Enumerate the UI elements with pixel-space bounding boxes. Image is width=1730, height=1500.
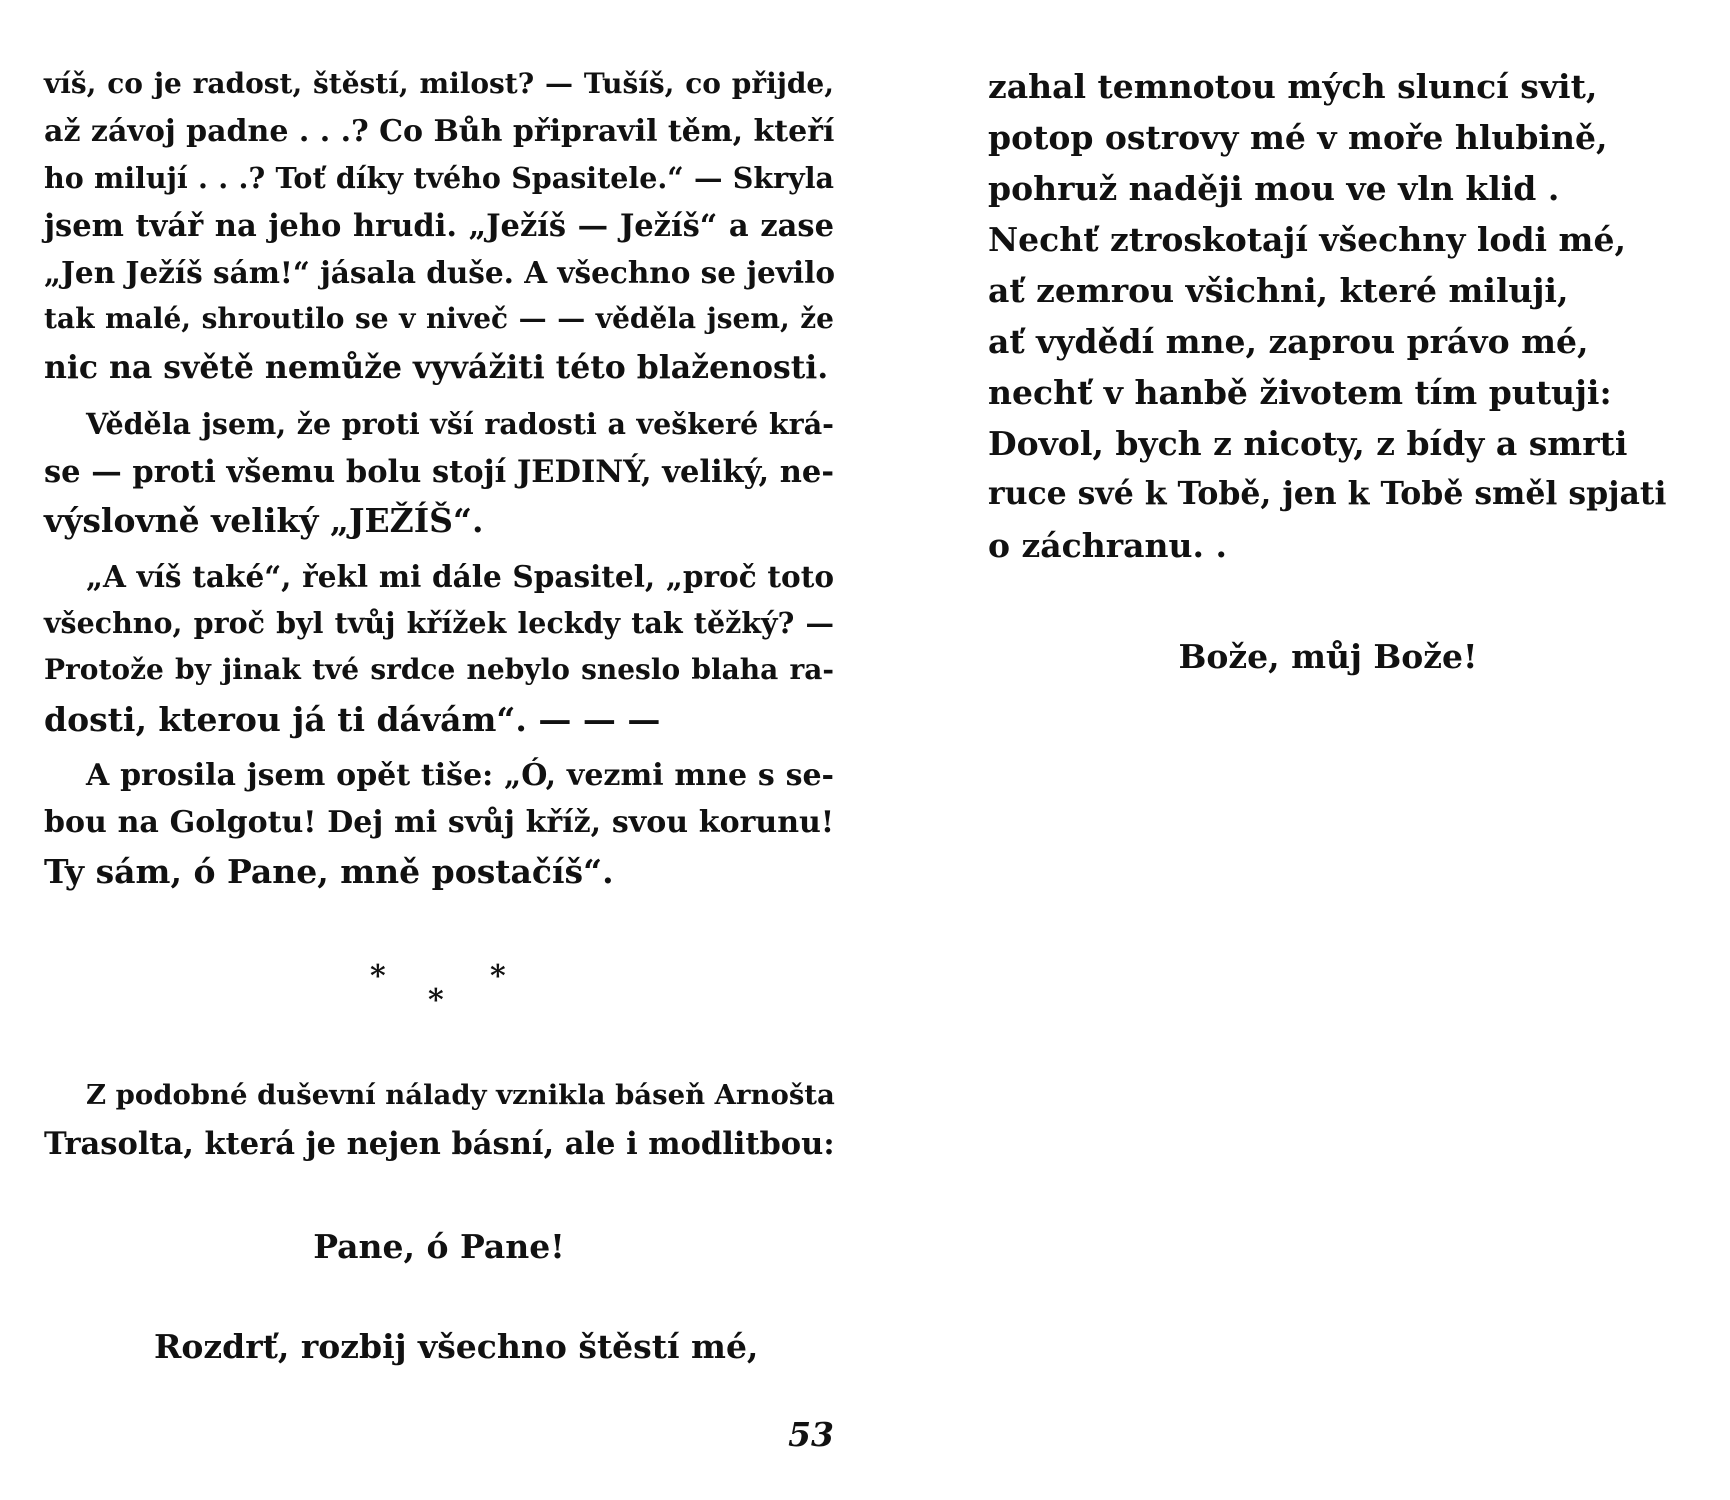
poem-line: Nechť ztroskotají všechny lodi mé,: [988, 220, 1626, 259]
asterism: [44, 959, 834, 1022]
text-line: se — proti všemu bolu stojí JEDINÝ, veliký, ne-: [44, 454, 834, 490]
text-line: Ty sám, ó Pane, mně postačíš“.: [44, 852, 614, 891]
text-line: tak malé, shroutilo se v niveč — — věděla jsem, že: [44, 302, 834, 335]
text-line: „A víš také“, řekl mi dále Spasitel, „proč toto: [86, 559, 834, 594]
poem-line: nechť v hanbě životem tím putuji:: [988, 373, 1612, 412]
poem-line: Dovol, bych z nicoty, z bídy a smrti: [988, 424, 1628, 463]
text-line: „Jen Ježíš sám!“ jásala duše. A všechno se jevilo: [44, 255, 835, 290]
text-line: Z podobné duševní nálady vznikla báseň Arnošta: [86, 1079, 835, 1111]
text-line: Trasolta, která je nejen básní, ale i modlitbou:: [44, 1126, 835, 1162]
poem-line: Rozdrť, rozbij všechno štěstí mé,: [154, 1327, 759, 1366]
page-number: 53: [788, 1415, 834, 1454]
text-line: Protože by jinak tvé srdce nebylo sneslo blaha ra-: [44, 653, 834, 686]
text-line: výslovně veliký „JEŽÍŠ“.: [44, 501, 484, 540]
text-line: jsem tvář na jeho hrudi. „Ježíš — Ježíš“ a zase: [44, 208, 834, 244]
text-line: Věděla jsem, že proti vší radosti a veškeré krá-: [86, 407, 834, 441]
text-line: A prosila jsem opět tiše: „Ó, vezmi mne s se-: [86, 758, 834, 793]
text-line: bou na Golgotu! Dej mi svůj kříž, svou korunu!: [44, 805, 834, 840]
poem-line: pohruž naději mou ve vln klid .: [988, 169, 1560, 208]
text-line: ho milují . . .? Toť díky tvého Spasitele.“ — Skryla: [44, 161, 834, 195]
asterisk: *: [370, 959, 386, 994]
text-line: všechno, proč byl tvůj křížek leckdy tak těžký? —: [44, 606, 834, 640]
poem-title: Pane, ó Pane!: [313, 1227, 565, 1266]
text-line: dosti, kterou já ti dávám“. — — —: [44, 700, 661, 739]
poem-line: potop ostrovy mé v moře hlubině,: [988, 118, 1608, 157]
poem-line: o záchranu. .: [988, 526, 1227, 565]
text-line: až závoj padne . . .? Co Bůh připravil těm, kteří: [44, 114, 835, 149]
text-line: víš, co je radost, štěstí, milost? — Tušíš, co přijde,: [44, 67, 834, 100]
asterisk: *: [490, 959, 506, 994]
poem-line: zahal temnotou mých sluncí svit,: [988, 67, 1598, 106]
asterisk: *: [428, 983, 444, 1018]
closing-line: Bože, můj Bože!: [1178, 637, 1478, 676]
text-line: nic na světě nemůže vyvážiti této blaženosti.: [44, 349, 829, 386]
poem-line: ruce své k Tobě, jen k Tobě směl spjati: [988, 475, 1667, 512]
poem-line: ať zemrou všichni, které miluji,: [988, 271, 1569, 310]
poem-line: ať vydědí mne, zaprou právo mé,: [988, 322, 1589, 361]
